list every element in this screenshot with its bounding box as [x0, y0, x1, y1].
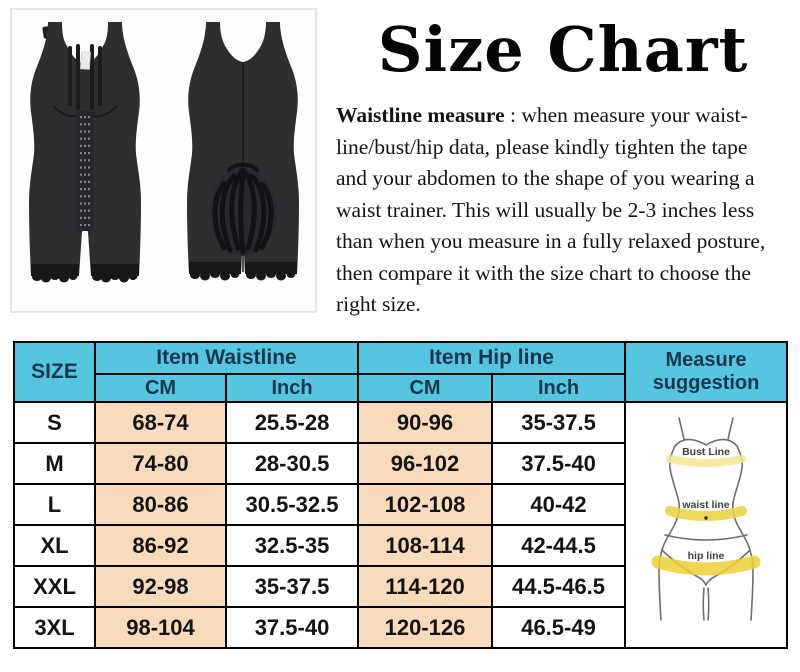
hook-eye-strip — [76, 111, 93, 231]
hip-cm-cell: 114-120 — [358, 566, 492, 607]
waist-inch-cell: 32.5-35 — [226, 525, 358, 566]
hip-inch-cell: 40-42 — [492, 484, 625, 525]
waist-inch-cell: 25.5-28 — [226, 402, 358, 443]
waist-inch-cell: 30.5-32.5 — [226, 484, 358, 525]
size-cell: XL — [14, 525, 95, 566]
hip-inch-cell: 35-37.5 — [492, 402, 625, 443]
shapewear-front-photo — [14, 16, 156, 314]
instructions-lead: Waistline measure — [336, 103, 505, 127]
size-table-container — [13, 341, 788, 649]
hip-inch-cell: 42-44.5 — [492, 525, 625, 566]
waist-cm-cell: 68-74 — [95, 402, 226, 443]
waist-inch-cell: 35-37.5 — [226, 566, 358, 607]
garment-tag — [80, 52, 90, 70]
back-silhouette — [187, 22, 299, 281]
table-row — [14, 402, 787, 443]
waist-cm-cell: 86-92 — [95, 525, 226, 566]
size-cell: L — [14, 484, 95, 525]
size-cell: XXL — [14, 566, 95, 607]
waist-cm-cell: 92-98 — [95, 566, 226, 607]
front-silhouette — [29, 22, 141, 283]
waist-inch-header: Inch — [226, 374, 358, 402]
hip-cm-cell: 108-114 — [358, 525, 492, 566]
size-table — [13, 341, 788, 649]
instructions-line: line/bust/hip data, please kindly tighten the tape — [336, 134, 748, 159]
waistline-group-header: Item Waistline — [95, 342, 358, 374]
hip-inch-cell: 44.5-46.5 — [492, 566, 625, 607]
size-chart-title: Size Chart — [377, 13, 749, 86]
hip-line-label: hip line — [687, 550, 725, 562]
size-cell: 3XL — [14, 607, 95, 648]
shapewear-back-photo — [172, 16, 314, 314]
hip-band — [658, 562, 754, 569]
hip-inch-cell: 37.5-40 — [492, 443, 625, 484]
bust-band — [670, 459, 742, 463]
measure-suggestion-cell — [625, 402, 787, 648]
navel-dot — [704, 516, 707, 519]
hip-cm-cell: 120-126 — [358, 607, 492, 648]
waist-cm-cell: 74-80 — [95, 443, 226, 484]
waist-cm-cell: 98-104 — [95, 607, 226, 648]
measure-figure — [628, 404, 784, 646]
bust-line-label: Bust Line — [682, 446, 730, 458]
size-column-header: SIZE — [14, 342, 95, 402]
measure-instructions — [336, 100, 796, 321]
instructions-line: than when you measure in a fully relaxed posture, — [336, 229, 766, 253]
hip-inch-header: Inch — [492, 374, 625, 402]
hip-cm-cell: 102-108 — [358, 484, 492, 525]
instructions-line: then compare it with the size chart to choose the — [336, 260, 751, 285]
lace-trim-front — [31, 264, 139, 283]
size-cell: S — [14, 402, 95, 443]
size-cell: M — [14, 443, 95, 484]
hip-cm-header: CM — [358, 374, 492, 402]
instructions-line: Waistline measure : when measure your waist- — [336, 103, 748, 127]
waist-inch-cell: 37.5-40 — [226, 607, 358, 648]
waist-line-label: waist line — [682, 499, 730, 511]
instructions-line: right size. — [336, 292, 421, 316]
hip-cm-cell: 90-96 — [358, 402, 492, 443]
measure-suggestion-header: Measure suggestion — [625, 342, 787, 402]
instructions-line: and your abdomen to the shape of you wearing a — [336, 166, 755, 190]
product-photo-panel — [10, 8, 317, 313]
waist-inch-cell: 28-30.5 — [226, 443, 358, 484]
hipline-group-header: Item Hip line — [358, 342, 625, 374]
hip-inch-cell: 46.5-49 — [492, 607, 625, 648]
waist-cm-cell: 80-86 — [95, 484, 226, 525]
instructions-line: waist trainer. This will usually be 2-3 inches less — [336, 197, 755, 222]
waist-band — [670, 511, 742, 516]
hip-cm-cell: 96-102 — [358, 443, 492, 484]
waist-cm-header: CM — [95, 374, 226, 402]
